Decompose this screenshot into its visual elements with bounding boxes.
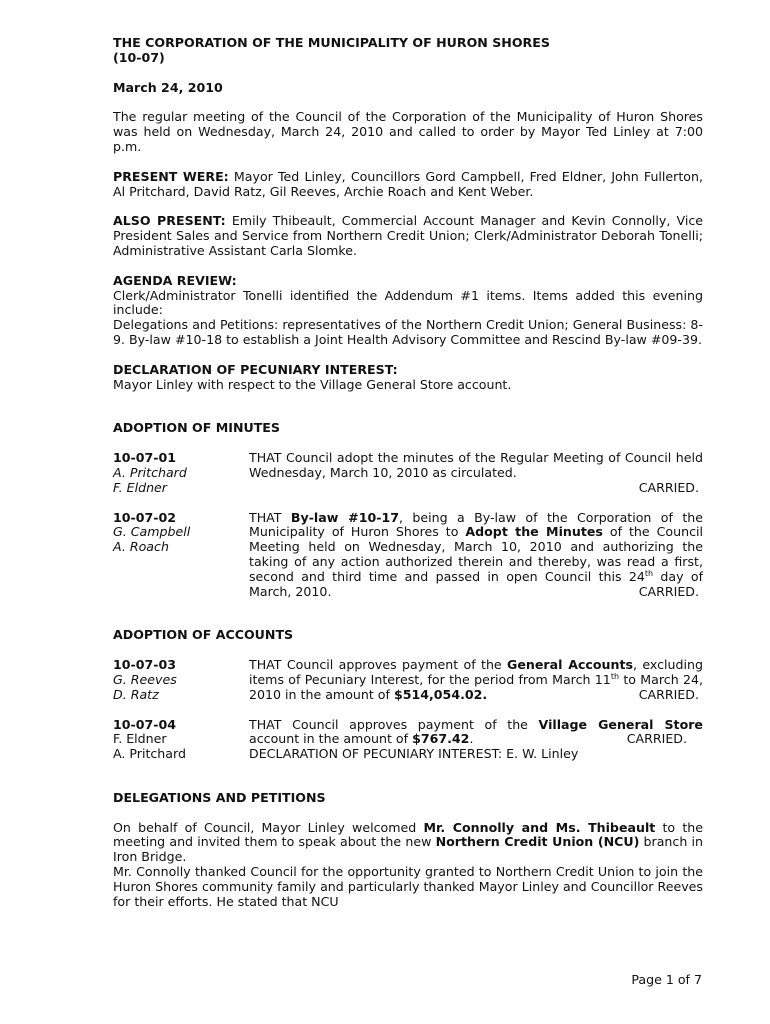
text-run: , being a By-law of the Corporation of the Municipality of Huron Shores to (249, 509, 703, 540)
also-present-label: ALSO PRESENT: (113, 213, 226, 229)
resolution-carried: CARRIED. (638, 479, 699, 495)
resolution-number: 10-07-03 (113, 657, 177, 673)
document-title (113, 36, 703, 66)
agenda-section (113, 274, 703, 348)
resolution-number: 10-07-01 (113, 450, 177, 466)
resolution-text (249, 718, 703, 762)
resolution-text (249, 658, 703, 702)
also-present-paragraph (113, 214, 703, 258)
page-number: Page 1 of 7 (631, 972, 702, 987)
also-present-text: Emily Thibeault, Commercial Account Manager and Kevin Connolly, Vice President Sales and Service from Northern Credit Union; Clerk/Administrator Deborah Tonelli; Administrative Assistant Carla Slomke. (113, 213, 703, 258)
minutes-heading: ADOPTION OF MINUTES (113, 420, 280, 436)
resolution-text: THAT Council adopt the minutes of the Regular Meeting of Council held Wednesday, March 10, 2010 as circulated. (249, 450, 703, 480)
resolution-seconder: A. Roach (113, 539, 169, 555)
resolution-seconder: A. Pritchard (113, 746, 186, 762)
resolution-mover: G. Reeves (113, 671, 177, 687)
pecuniary-section (113, 363, 703, 393)
meeting-date: March 24, 2010 (113, 79, 223, 95)
text-run: THAT Council approves payment of the (249, 657, 508, 673)
agenda-line-1: Clerk/Administrator Tonelli identified the Addendum #1 items. Items added this evening include: (113, 287, 703, 318)
accounts-heading: ADOPTION OF ACCOUNTS (113, 627, 294, 643)
pecuniary-text: Mayor Linley with respect to the Village General Store account. (113, 376, 512, 392)
ordinal-suffix: th (644, 568, 654, 578)
account-name: Village General Store (538, 716, 703, 732)
delegations-heading: DELEGATIONS AND PETITIONS (113, 789, 326, 805)
pecuniary-heading: DECLARATION OF PECUNIARY INTEREST: (113, 361, 398, 377)
delegations-paragraph-1 (113, 821, 703, 865)
organization-name: Northern Credit Union (NCU) (435, 834, 640, 850)
text-run: THAT Council approves payment of the (249, 716, 539, 732)
text-run: to March 24, 2010 in the amount of (249, 671, 704, 702)
resolution-carried: CARRIED. (638, 583, 699, 599)
present-text: Mayor Ted Linley, Councillors Gord Campbell, Fred Eldner, John Fullerton, Al Pritchard, David Ratz, Gil Reeves, Archie Roach and Kent Weber. (113, 168, 703, 199)
text-run: branch in Iron Bridge. (113, 834, 703, 865)
ordinal-suffix: th (610, 671, 620, 681)
resolution-seconder: D. Ratz (113, 686, 159, 702)
text-run: day of March, 2010. (249, 568, 704, 599)
resolution-10-07-01 (113, 451, 703, 495)
amount: $514,054.02. (393, 686, 488, 702)
amount: $767.42 (412, 731, 470, 747)
bylaw-number: By-law #10-17 (290, 509, 399, 525)
resolution-10-07-04 (113, 718, 703, 762)
agenda-line-2: Delegations and Petitions: representatives of the Northern Credit Union; General Business: 8-9. By-law #10-18 to establish a Joint Health Advisory Committee and Rescind By-law #09-39. (113, 317, 703, 347)
title-line-1: THE CORPORATION OF THE MUNICIPALITY OF HURON SHORES (113, 35, 550, 50)
resolution-text (249, 511, 703, 600)
delegate-names: Mr. Connolly and Ms. Thibeault (423, 819, 656, 835)
text-run: . (469, 731, 474, 747)
resolution-mover: A. Pritchard (113, 464, 187, 480)
pecuniary-declaration: DECLARATION OF PECUNIARY INTEREST: E. W. Linley (249, 746, 579, 762)
resolution-carried: CARRIED. (626, 731, 687, 747)
intro-paragraph: The regular meeting of the Council of the Corporation of the Municipality of Huron Shores was held on Wednesday, March 24, 2010 and called to order by Mayor Ted Linley at 7:00 p.m. (113, 109, 703, 154)
bylaw-purpose: Adopt the Minutes (465, 524, 603, 540)
resolution-10-07-02 (113, 511, 703, 600)
text-run: On behalf of Council, Mayor Linley welcomed (113, 819, 424, 835)
resolution-number: 10-07-04 (113, 716, 177, 732)
resolution-mover: F. Eldner (113, 731, 167, 747)
document-page (113, 36, 703, 909)
delegations-paragraph-2: Mr. Connolly thanked Council for the opportunity granted to Northern Credit Union to join the Huron Shores community family and particularly thanked Mayor Linley and Councillor Reeves for their efforts. He stated that NCU (113, 864, 703, 909)
text-run: account in the amount of (249, 731, 413, 747)
resolution-mover: G. Campbell (113, 524, 191, 540)
text-run: , excluding items of Pecuniary Interest, for the period from March 11 (249, 657, 703, 687)
present-paragraph (113, 170, 703, 200)
resolution-10-07-03 (113, 658, 703, 702)
resolution-seconder: F. Eldner (113, 479, 167, 495)
agenda-heading: AGENDA REVIEW: (113, 272, 237, 288)
text-run: to the meeting and invited them to speak about the new (113, 819, 703, 850)
resolution-number: 10-07-02 (113, 509, 177, 525)
title-line-2: (10-07) (113, 49, 165, 65)
present-label: PRESENT WERE: (113, 168, 229, 184)
text-run: of the Council Meeting held on Wednesday, March 10, 2010 and authorizing the taking of any action authorized therein and thereby, was read a first, second and third time and passed in open Council this 24 (249, 524, 703, 584)
resolution-carried: CARRIED. (638, 686, 699, 702)
text-run: THAT (249, 509, 291, 525)
account-name: General Accounts (507, 657, 633, 673)
